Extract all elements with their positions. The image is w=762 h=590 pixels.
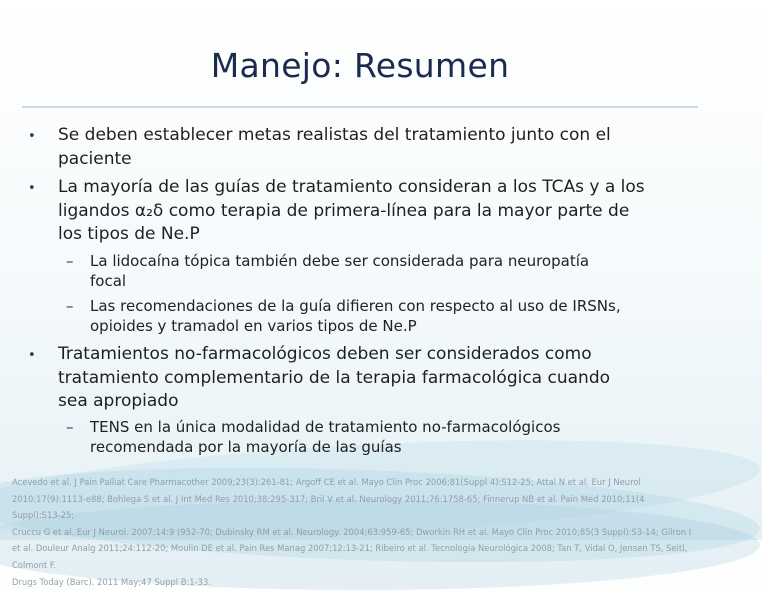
bullet-item: [28, 343, 698, 414]
bullet-text-line: La mayoría de las guías de tratamiento consideran a los TCAs y a los: [58, 177, 645, 197]
reference-line: Acevedo et al. J Pain Palliat Care Pharmacother 2009;23(3):261-81; Argoff CE et al. Mayo Clin Proc 2006;81(Suppl 4):S12-25; Attal N et al. Eur J Neurol: [12, 477, 641, 487]
bullet-text-line: los tipos de Ne.P: [58, 224, 200, 244]
sub-bullet-text-line: focal: [90, 272, 127, 290]
bullet-text-line: ligandos α₂δ como terapia de primera-línea para la mayor parte de: [58, 200, 630, 221]
bullet-text-line: tratamiento complementario de la terapia farmacológica cuando: [58, 367, 611, 388]
title-divider: [22, 106, 698, 108]
sub-bullet-item: [66, 296, 696, 336]
sub-bullet-text-line: Las recomendaciones de la guía difieren con respecto al uso de IRSNs,: [90, 297, 621, 315]
reference-line: Drugs Today (Barc). 2011 May;47 Suppl B:1-33.: [12, 576, 211, 587]
bullet-item: [28, 124, 698, 171]
bullet-marker: •: [28, 181, 36, 196]
reference-line: Cruccu G et al. Eur J Neurol. 2007;14:9 (952-70; Dubinsky RM et al. Neurology. 2004;63:959-65; Dworkin RH et al. Mayo Clin Proc 2010;85(3 Suppl):S3-14; Gilron I: [12, 526, 692, 537]
sub-bullet-text-line: La lidocaína tópica también debe ser considerada para neuropatía: [90, 252, 590, 270]
sub-bullet-marker: –: [66, 252, 74, 270]
reference-line: et al. Douleur Analg 2011;24:112-20; Moulin DE et al. Pain Res Manag 2007;12:13-21; Ribeiro et al. Tecnología Neurológica 2008; Tan T, Vidal O, Jensen TS, Seitl, Colmont F.: [12, 543, 688, 570]
sub-bullet-marker: –: [66, 297, 74, 315]
bullet-text-line: Tratamientos no-farmacológicos deben ser considerados como: [58, 344, 592, 364]
bullet-marker: •: [28, 348, 36, 363]
slide-title: Manejo: Resumen: [210, 46, 510, 85]
bullet-text-line: paciente: [58, 148, 132, 169]
sub-bullet-text-line: recomendada por la mayoría de las guías: [90, 438, 402, 456]
sub-bullet-text-line: opioides y tramadol en varios tipos de Ne.P: [90, 317, 417, 335]
reference-line: 2010;17(9):1113-e88; Bohlega S et al. J Int Med Res 2010;38:295-317; Bril V et al. Neurology 2011;76:1758-65; Finnerup NB et al. Pain Med 2010;11(4 Suppl):S13-25;: [12, 493, 645, 521]
bullet-text-line: sea apropiado: [58, 391, 179, 411]
references-footer: [12, 474, 694, 590]
sub-bullet-text-line: TENS en la única modalidad de tratamiento no-farmacológicos: [90, 418, 561, 436]
sub-bullet-item: [66, 417, 696, 457]
sub-bullet-marker: –: [66, 418, 74, 436]
bullet-text-line: Se deben establecer metas realistas del tratamiento junto con el: [58, 125, 611, 145]
bullet-item: [28, 176, 698, 247]
bullet-marker: •: [28, 129, 36, 144]
sub-bullet-item: [66, 251, 696, 291]
